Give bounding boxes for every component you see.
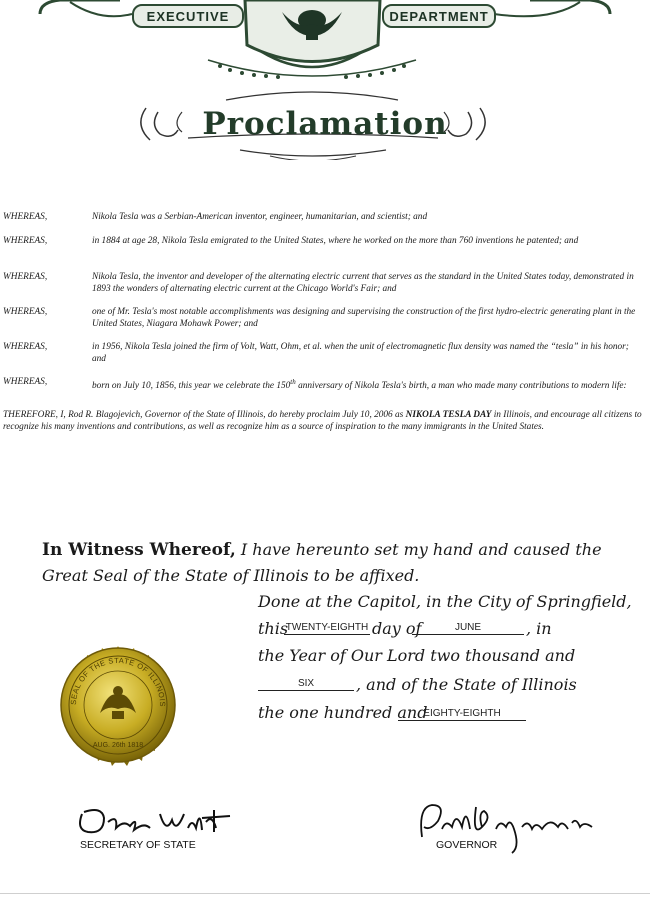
whereas-label: WHEREAS, bbox=[3, 236, 48, 246]
witness-line-2: Great Seal of the State of Illinois to be affixed. bbox=[42, 566, 420, 585]
witness-line-6: , and of the State of Illinois bbox=[356, 675, 577, 694]
whereas-text-part: born on July 10, 1856, this year we celebrate the 150 bbox=[92, 381, 291, 392]
governor-caption: GOVERNOR bbox=[436, 839, 498, 851]
state-seal-icon bbox=[38, 625, 198, 785]
whereas-text: Nikola Tesla, the inventor and developer of the alternating electric current that serves as the standard in the United States today, demonstrated in 1893 the wonders of alternating electric current at the Chicago World's Fair; and bbox=[92, 272, 634, 294]
in-label: , in bbox=[526, 619, 552, 638]
proclamation-title: Proclamation bbox=[202, 106, 448, 142]
whereas-text: in 1956, Nikola Tesla joined the firm of Volt, Watt, Ohm, et al. when the unit of electromagnetic flux density was named the “tesla” in his honor; and bbox=[92, 342, 629, 364]
witness-line-7: the one hundred and bbox=[258, 703, 428, 722]
seal-ring-text: SEAL OF THE STATE OF ILLINOIS bbox=[68, 655, 168, 708]
page-bottom-rule bbox=[0, 893, 650, 894]
whereas-label: WHEREAS, bbox=[3, 212, 48, 222]
whereas-label: WHEREAS, bbox=[3, 307, 48, 317]
month-field: JUNE bbox=[412, 622, 524, 635]
day-of-label: day of bbox=[372, 619, 422, 638]
nikola-tesla-day: NIKOLA TESLA DAY bbox=[405, 410, 492, 420]
ordinal-suffix: th bbox=[290, 378, 296, 386]
witness-line-5: the Year of Our Lord two thousand and bbox=[258, 646, 576, 665]
executive-plaque: EXECUTIVE bbox=[132, 4, 244, 28]
whereas-text-part: anniversary of Nikola Tesla's birth, a man who made many contributions to modern life: bbox=[295, 381, 627, 392]
seal-date-text: AUG. 26th 1818 bbox=[92, 742, 144, 749]
witness-heading: In Witness Whereof, bbox=[42, 540, 236, 560]
whereas-text: in 1884 at age 28, Nikola Tesla emigrated to the United States, where he worked on the more than 760 inventions he patented; and bbox=[92, 236, 579, 246]
whereas-label: WHEREAS, bbox=[3, 377, 48, 387]
state-year-field: EIGHTY-EIGHTH bbox=[398, 708, 526, 721]
this-label: this bbox=[258, 619, 289, 638]
whereas-text bbox=[92, 376, 644, 392]
witness-line-3: Done at the Capitol, in the City of Springfield, bbox=[258, 592, 632, 611]
whereas-label: WHEREAS, bbox=[3, 342, 48, 352]
whereas-text: one of Mr. Tesla's most notable accomplishments was designing and supervising the construction of the first hydro-electric generating plant in the United States, Niagara Mohawk Power; and bbox=[92, 307, 636, 329]
secretary-signature bbox=[74, 800, 244, 840]
witness-line-1 bbox=[42, 540, 602, 560]
therefore-text: THEREFORE, I, Rod R. Blagojevich, Governor of the State of Illinois, do hereby proclaim July 10, 2006 as bbox=[3, 410, 406, 420]
whereas-text: Nikola Tesla was a Serbian-American inventor, engineer, humanitarian, and scientist; and bbox=[92, 212, 428, 222]
secretary-caption: SECRETARY OF STATE bbox=[80, 839, 196, 851]
whereas-label: WHEREAS, bbox=[3, 272, 48, 282]
department-plaque: DEPARTMENT bbox=[382, 4, 496, 28]
witness-text: I have hereunto set my hand and caused the bbox=[235, 540, 602, 559]
therefore-paragraph bbox=[3, 409, 645, 433]
executive-department-header bbox=[0, 0, 650, 160]
day-field: TWENTY-EIGHTH bbox=[285, 622, 369, 633]
year-field: SIX bbox=[258, 678, 354, 691]
therefore-text: in Illinois, and encourage all citizens to recognize his many inventions and contributions, as well as recognize him as a source of inspiration to the many immigrants in the United States. bbox=[3, 410, 642, 432]
